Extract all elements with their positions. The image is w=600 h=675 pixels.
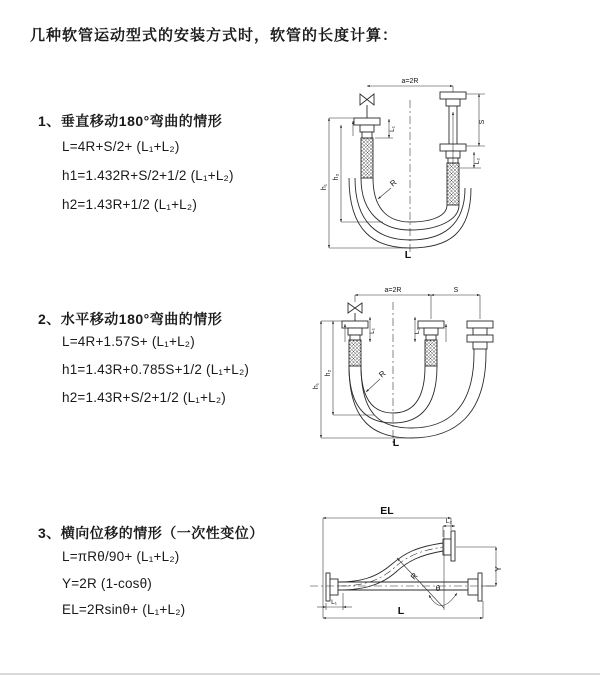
diagram-vertical-180-bend [315,72,595,260]
dim-label-s: S [479,119,486,125]
dim-label-y: Y [494,566,503,572]
formula-line: h2=1.43R+S/2+1/2 (L₁+L₂) [62,390,226,405]
dim-label-h2: h₂ [333,173,340,181]
length-label: L [404,249,412,260]
dim-label-a2r: a=2R [384,287,402,294]
section-2-heading: 2、水平移动180°弯曲的情形 [38,311,223,327]
dim-label-a2r: a=2R [401,78,419,85]
length-label: L [392,437,400,449]
dim-label-l1: L₁ [389,126,396,132]
theta-angle [429,584,457,606]
dim-label-l2: L₂ [414,327,421,335]
dim-label-h1: h₁ [321,183,328,191]
hose-arcs [349,353,486,438]
theta-label: θ [435,584,441,593]
dim-a2r [367,78,453,92]
formula-line: Y=2R (1-cosθ) [62,576,153,591]
valve-icon [360,94,374,118]
radius-construction [397,530,444,610]
diagram-lateral-displacement [298,500,598,665]
dim-s [355,287,480,319]
radius-leader [366,369,388,392]
dim-h1-outer [313,321,408,438]
radius-label: R [377,368,388,380]
upper-flange [443,531,455,561]
formula-line: EL=2Rsinθ+ (L₁+L₂) [62,602,186,617]
left-flange [326,573,338,601]
dim-l1 [317,593,352,610]
dim-l1 [369,317,376,342]
dim-label-s: S [453,287,459,294]
left-pipe-fitting [342,321,368,366]
dim-label-l2: L₂ [445,518,453,525]
formula-line: h1=1.43R+0.785S+1/2 (L₁+L₂) [62,362,250,377]
right-pipe-fitting [467,321,493,353]
dim-el [323,505,451,618]
formula-line: L=πRθ/90+ (L₁+L₂) [62,549,180,564]
section-3-heading: 3、横向位移的情形（一次性变位） [38,525,264,541]
formula-line: h2=1.43R+1/2 (L₁+L₂) [62,197,198,212]
dim-label-l: L [397,605,405,617]
page-title: 几种软管运动型式的安装方式时，软管的长度计算： [30,27,399,44]
dim-label-l1: L₁ [331,599,337,606]
dim-a2r [355,287,431,295]
dim-label-el: EL [380,505,394,517]
dim-label-h1: h₁ [313,382,320,390]
radius-label: R [388,177,399,189]
dim-label-l1: L₁ [369,328,376,334]
displaced-hose [338,543,443,590]
radius-label: R [408,571,420,582]
section-1-heading: 1、垂直移动180°弯曲的情形 [38,113,223,129]
valve-icon [348,303,362,321]
left-pipe-fitting [354,118,380,178]
dim-label-l2: L₂ [474,157,481,165]
diagram-horizontal-180-bend [308,278,598,453]
dim-label-h2: h₂ [325,369,332,377]
middle-pipe-fitting [418,321,444,366]
formula-line: L=4R+1.57S+ (L₁+L₂) [62,334,195,349]
dim-s [466,94,486,146]
formula-line: h1=1.432R+S/2+1/2 (L₁+L₂) [62,168,234,183]
dim-h2-inner [333,125,383,222]
dim-l [323,601,483,618]
formula-line: L=4R+S/2+ (L₁+L₂) [62,139,180,154]
radius-leader [378,178,399,199]
dim-l2 [460,152,481,168]
